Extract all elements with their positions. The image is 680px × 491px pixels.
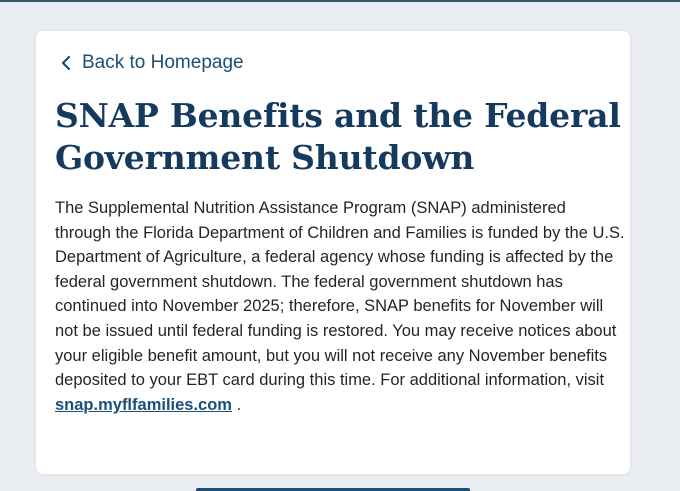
back-link-label: Back to Homepage <box>82 52 244 73</box>
article-body <box>55 196 625 417</box>
article-trailing-period: . <box>231 395 242 414</box>
info-card <box>36 31 630 474</box>
back-to-homepage-link[interactable] <box>58 52 244 74</box>
snap-website-link[interactable]: snap.myflfamilies.com <box>55 395 232 414</box>
article-body-text: The Supplemental Nutrition Assistance Program (SNAP) administered through the Florida Department of Children and Families is funded by the U.S. Department of Agriculture, a federal agency whose funding is affected by the federal government shutdown. The federal government shutdown has continued into November 2025; therefore, SNAP benefits for November will not be issued until federal funding is restored. You may receive notices about your eligible benefit amount, but you will not receive any November benefits deposited to your EBT card during this time. For additional information, visit <box>55 199 625 390</box>
chevron-left-icon <box>58 53 74 73</box>
header-divider <box>0 0 680 2</box>
page-title: SNAP Benefits and the Federal Government Shutdown <box>55 96 621 177</box>
